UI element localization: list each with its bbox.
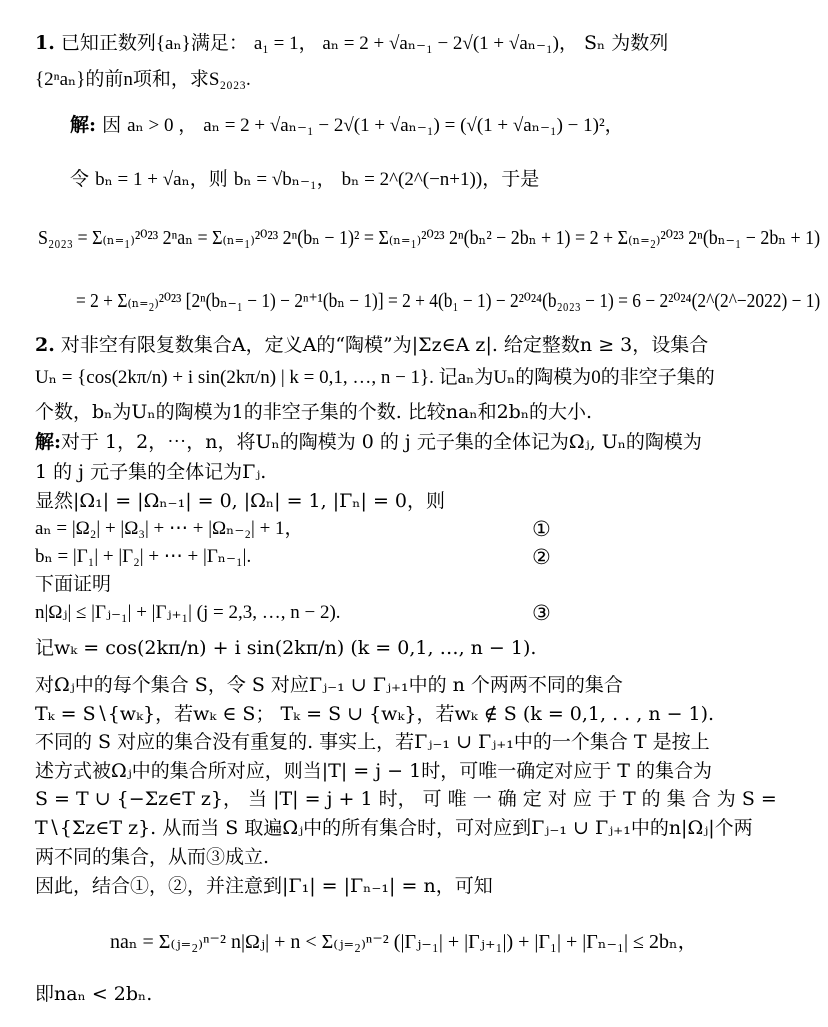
solution2-line6: 下面证明 [35,573,112,595]
solution1-sum-line2: = 2 + Σ₍ₙ₌₂₎²⁰²³ [2ⁿ(bₙ₋₁ − 1) − 2ⁿ⁺¹(bₙ − 1)] = 2 + 4(b₁ − 1) − 2²⁰²⁴(b₂₀₂₃ − 1) = 6 − 2²⁰²⁴(2^(2^−2022) − 1) [76,290,821,312]
solution2-line8: 记wₖ = cos(2kπ/n) + i sin(2kπ/n) (k = 0,1, …, n − 1). [35,637,537,659]
solution2-conclusion: 即naₙ < 2bₙ. [35,983,153,1005]
solution2-line12: 述方式被Ωⱼ中的集合所对应，则当|T| = j − 1时，可唯一确定对应于 T 的集合为 [35,760,712,782]
problem1-number: 1. [35,32,55,54]
solution1-line1 [70,116,624,135]
problem1-seq2: {2ⁿaₙ} [35,69,86,90]
problem2-line2: Uₙ = {cos(2kπ/n) + i sin(2kπ/n) | k = 0,1, …, n − 1}. 记aₙ为Uₙ的陶模为0的非空子集的 [35,367,715,388]
eq3-tag: ③ [532,601,551,625]
solution1-line2 [70,170,539,189]
solution1-def-b: bₙ = 1 + √aₙ [95,169,190,190]
problem2-number: 2. [35,334,55,356]
problem1-text-c: Sₙ 为数列 [584,32,669,54]
solution1-text: 因 [102,114,122,136]
problem1-seq: {aₙ} [155,33,191,54]
problem2-text1: 对非空有限复数集合A，定义A的“陶模”为|Σz∈A z|. 给定整数n ≥ 3，设集合 [60,334,709,356]
solution2-line14: T∖{Σz∈T z}. 从而当 S 取遍Ωⱼ中的所有集合时，可对应到Γⱼ₋₁ ∪ Γⱼ₊₁中的n|Ωⱼ|个两 [35,817,753,839]
solution2-eq2: bₙ = |Γ₁| + |Γ₂| + ⋯ + |Γₙ₋₁|. [35,546,252,567]
solution1-formula: aₙ = 2 + √aₙ₋₁ − 2√(1 + √aₙ₋₁) = (√(1 + √aₙ₋₁) − 1)²， [203,115,624,136]
solution1-label: 解: [70,114,97,136]
solution1-closed-form: bₙ = 2^(2^(−n+1)) [341,169,483,190]
solution2-line9: 对Ωⱼ中的每个集合 S，令 S 对应Γⱼ₋₁ ∪ Γⱼ₊₁中的 n 个两两不同的集合 [35,674,623,696]
problem1-formula: a₁ = 1， aₙ = 2 + √aₙ₋₁ − 2√(1 + √aₙ₋₁)， [253,33,578,54]
problem2-line3: 个数，bₙ为Uₙ的陶模为1的非空子集的个数. 比较naₙ和2bₙ的大小. [35,401,593,423]
problem1-n: n [123,69,133,90]
solution2-line10: Tₖ = S∖{wₖ}，若wₖ ∈ S； Tₖ = S ∪ {wₖ}，若wₖ ∉ S (k = 0,1, . . , n − 1). [35,703,715,725]
problem2-line1 [35,336,708,355]
problem1-line2 [35,70,251,89]
solution1-let: 令 [70,168,90,190]
solution2-line11: 不同的 S 对应的集合没有重复的. 事实上，若Γⱼ₋₁ ∪ Γⱼ₊₁中的一个集合 T 是按上 [35,731,710,753]
solution2-eq1: aₙ = |Ω₂| + |Ω₃| + ⋯ + |Ωₙ₋₂| + 1， [35,518,304,539]
solution2-final-eq: naₙ = Σ₍ⱼ₌₂₎ⁿ⁻² n|Ωⱼ| + n < Σ₍ⱼ₌₂₎ⁿ⁻² (|Γⱼ₋₁| + |Γⱼ₊₁|) + |Γ₁| + |Γₙ₋₁| ≤ 2bₙ， [110,931,698,953]
eq2-tag: ② [532,545,551,569]
problem1-text-d: 的前 [85,68,124,90]
eq1-tag: ① [532,517,551,541]
solution2-eq3: n|Ωⱼ| ≤ |Γⱼ₋₁| + |Γⱼ₊₁| (j = 2,3, …, n − 2). [35,602,341,623]
problem1-text-b: 满足： [190,32,248,54]
solution1-recurrence: bₙ = √bₙ₋₁ [233,169,317,190]
solution1-then: ，则 [189,168,228,190]
problem1-target: S₂₀₂₃. [208,69,251,90]
problem1-line1 [35,34,668,53]
solution2-line13: S = T ∪ {−Σz∈T z}， 当 |T| = j + 1 时， 可 唯 一 确 定 对 应 于 T 的 集 合 为 S = [35,788,777,810]
solution1-sum-line1: S₂₀₂₃ = Σ₍ₙ₌₁₎²⁰²³ 2ⁿaₙ = Σ₍ₙ₌₁₎²⁰²³ 2ⁿ(bₙ − 1)² = Σ₍ₙ₌₁₎²⁰²³ 2ⁿ(bₙ² − 2bₙ + 1) = 2 + Σ₍ₙ₌₂₎²⁰²³ 2ⁿ(bₙ₋₁ − 2bₙ + 1) [38,227,821,249]
solution1-cond: aₙ > 0 ， [127,115,198,136]
problem1-text: 已知正数列 [60,32,156,54]
solution2-line16: 因此，结合①，②，并注意到|Γ₁| = |Γₙ₋₁| = n，可知 [35,875,493,897]
solution2-line15: 两不同的集合，从而③成立. [35,846,270,868]
solution2-line2: 1 的 j 元子集的全体记为Γⱼ. [35,461,267,483]
solution2-label: 解: [35,431,62,453]
solution1-comma: ， [316,168,336,190]
solution1-so: ，于是 [482,168,540,190]
solution2-line1 [35,433,702,452]
problem1-text-e: 项和，求 [132,68,209,90]
solution2-line3: 显然|Ω₁| = |Ωₙ₋₁| = 0, |Ωₙ| = 1, |Γₙ| = 0，则 [35,490,445,512]
solution2-text1: 对于 1，2，⋯，n，将Uₙ的陶模为 0 的 j 元子集的全体记为Ωⱼ, Uₙ的陶模为 [61,431,702,453]
